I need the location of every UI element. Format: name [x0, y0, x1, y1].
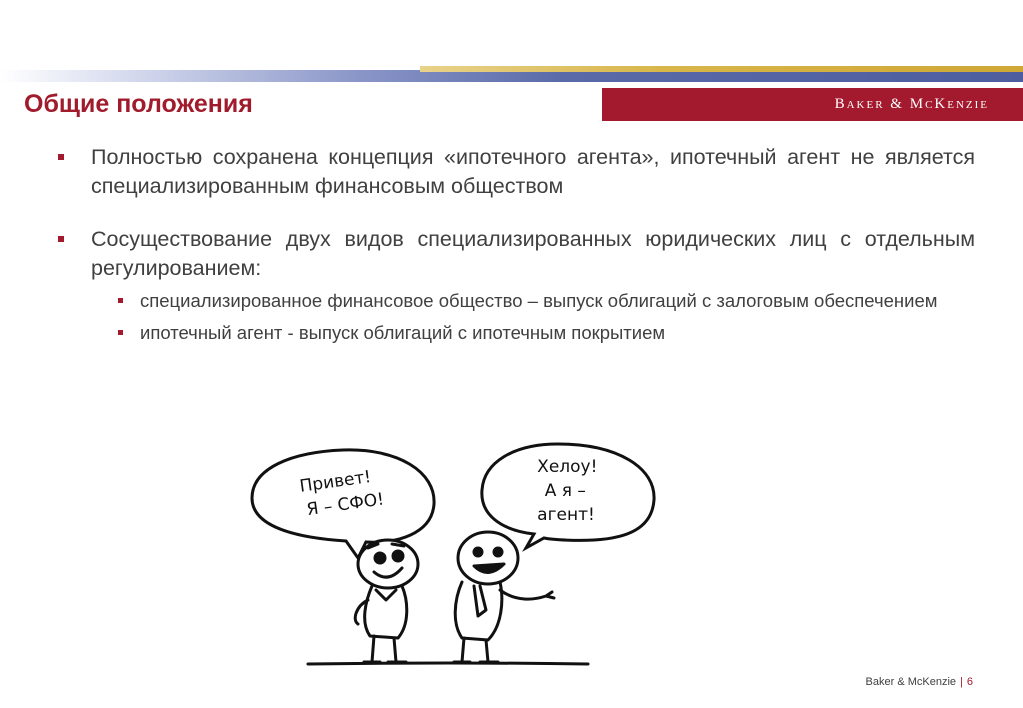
slide-content: [55, 143, 975, 345]
header-decor-bar: [0, 66, 1023, 88]
bullet-text: Полностью сохранена концепция «ипотечного агента», ипотечный агент не является специализированным финансовым обществом: [91, 145, 975, 198]
page-number: 6: [966, 676, 973, 688]
right-bubble-line-2: А я –: [544, 481, 586, 501]
header-gold-stripe: [420, 66, 1023, 72]
left-bubble-line-2: Я – СФО!: [305, 489, 386, 521]
right-speech-bubble: [482, 444, 654, 548]
sub-bullet-square-icon: [118, 298, 123, 303]
company-logo: [602, 88, 1023, 121]
sub-bullet-item: [91, 321, 975, 345]
right-bubble-line-1: Хелоу!: [537, 457, 598, 477]
sub-bullet-text: специализированное финансовое общество – выпуск облигаций с залоговым обеспечением: [140, 290, 938, 311]
right-character: [454, 532, 554, 662]
left-speech-bubble: [252, 450, 434, 558]
footer-company: Baker & McKenzie: [865, 676, 957, 688]
cartoon-illustration: [248, 440, 668, 676]
footer-separator: |: [960, 676, 963, 688]
bullet-item: [55, 143, 975, 201]
slide-title: Общие положения: [24, 90, 253, 118]
left-bubble-line-1: Привет!: [298, 467, 373, 497]
cartoon-svg: [248, 440, 668, 676]
left-character: [355, 540, 418, 662]
logo-text: Baker & McKenzie: [834, 96, 989, 112]
sub-bullet-square-icon: [118, 330, 123, 335]
sub-bullet-list: [55, 289, 975, 345]
right-bubble-line-3: агент!: [537, 505, 595, 525]
sub-bullet-text: ипотечный агент - выпуск облигаций с ипотечным покрытием: [140, 322, 666, 343]
sub-bullet-item: [91, 289, 975, 313]
bullet-item: [55, 225, 975, 283]
bullet-square-icon: [58, 154, 64, 160]
bullet-text: Сосуществование двух видов специализированных юридических лиц с отдельным регулированием:: [91, 227, 975, 280]
slide-footer: [866, 676, 973, 688]
bullet-square-icon: [58, 236, 64, 242]
ground-line: [308, 663, 588, 664]
